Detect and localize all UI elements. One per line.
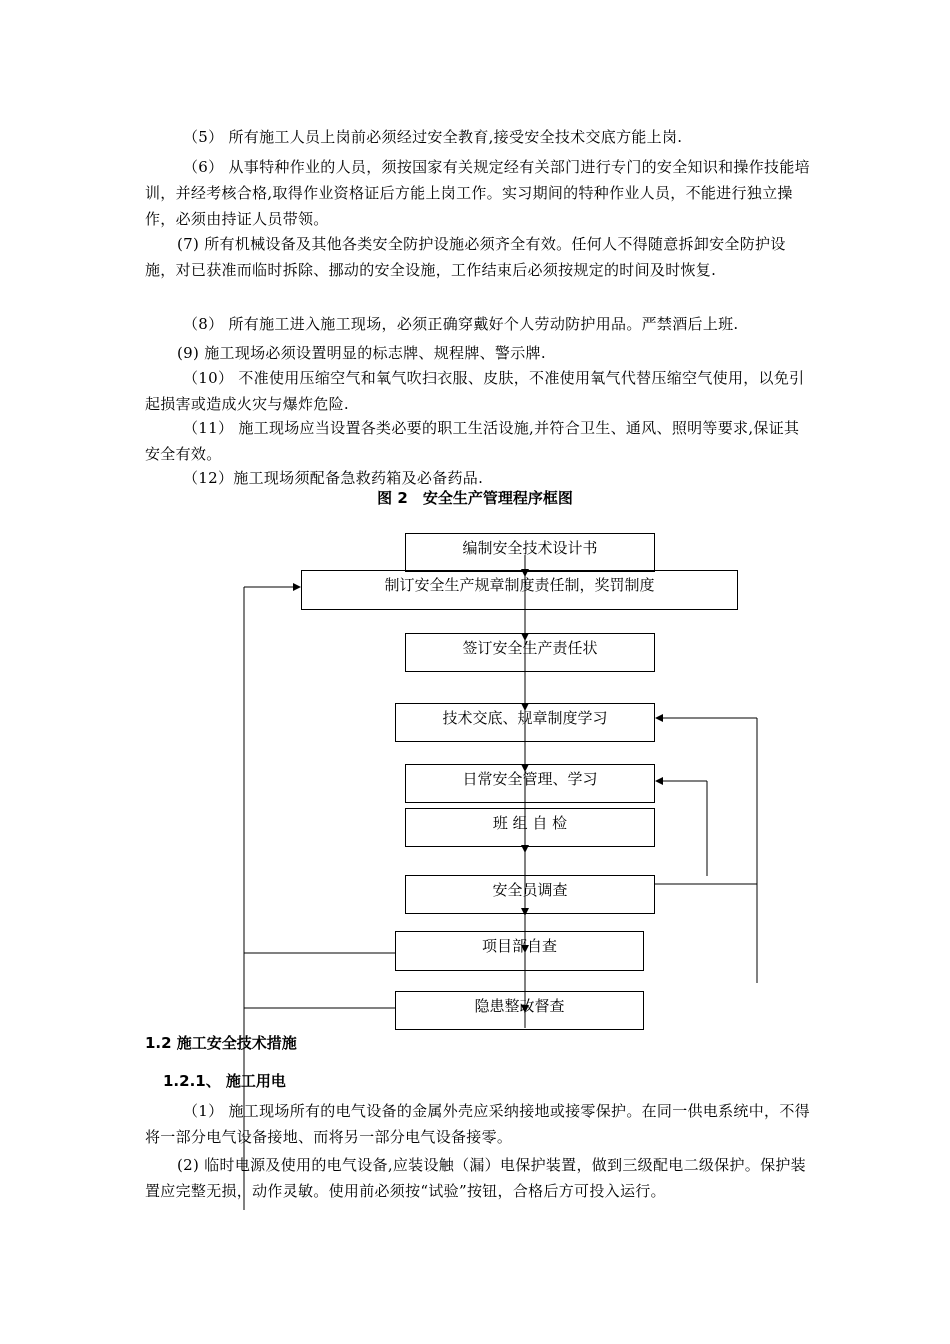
flow-box-team-check: 班 组 自 检	[405, 808, 655, 847]
flow-box-responsibility: 签订安全生产责任状	[405, 633, 655, 672]
paragraph-8: （8） 所有施工进入施工现场，必须正确穿戴好个人劳动防护用品。严禁酒后上班.	[183, 315, 739, 333]
paragraph-6: （6） 从事特种作业的人员，须按国家有关规定经有关部门进行专门的安全知识和操作技能培训，并经考核合格,取得作业资格证后方能上岗工作。实习期间的特种作业人员，不能进行独立操作，必须由持证人员带领。	[145, 158, 810, 228]
figure-title: 图 2 安全生产管理程序框图	[377, 489, 573, 507]
flow-box-training: 技术交底、规章制度学习	[395, 703, 655, 742]
flow-box-rectification: 隐患整改督查	[395, 991, 644, 1030]
paragraph-7: (7) 所有机械设备及其他各类安全防护设施必须齐全有效。任何人不得随意拆卸安全防护设施，对已获准而临时拆除、挪动的安全设施，工作结束后必须按规定的时间及时恢复.	[145, 235, 786, 279]
paragraph-11: （11） 施工现场应当设置各类必要的职工生活设施,并符合卫生、通风、照明等要求,保证其安全有效。	[145, 419, 800, 463]
electric-paragraph-2: (2) 临时电源及使用的电气设备,应装设触（漏）电保护装置，做到三级配电二级保护。保护装置应完整无损，动作灵敏。使用前必须按“试验”按钮，合格后方可投入运行。	[145, 1156, 806, 1200]
paragraph-9: (9) 施工现场必须设置明显的标志牌、规程牌、警示牌.	[177, 344, 546, 362]
flow-box-rules: 制订安全生产规章制度责任制，奖罚制度	[301, 570, 738, 610]
flow-box-project-check: 项目部自查	[395, 931, 644, 971]
flow-box-daily-management: 日常安全管理、学习	[405, 764, 655, 803]
paragraph-10: （10） 不准使用压缩空气和氧气吹扫衣服、皮肤，不准使用氧气代替压缩空气使用，以免引起损害或造成火灾与爆炸危险.	[145, 369, 805, 413]
flow-box-safety-officer: 安全员调查	[405, 875, 655, 914]
paragraph-5: （5） 所有施工人员上岗前必须经过安全教育,接受安全技术交底方能上岗.	[183, 128, 683, 146]
paragraph-12: （12）施工现场须配备急救药箱及必备药品.	[183, 469, 484, 487]
subsection-heading: 1.2.1、 施工用电	[163, 1072, 286, 1090]
electric-paragraph-1: （1） 施工现场所有的电气设备的金属外壳应采纳接地或接零保护。在同一供电系统中，不得将一部分电气设备接地、而将另一部分电气设备接零。	[145, 1102, 810, 1146]
flow-box-design: 编制安全技术设计书	[405, 533, 655, 572]
section-heading: 1.2 施工安全技术措施	[145, 1034, 297, 1052]
